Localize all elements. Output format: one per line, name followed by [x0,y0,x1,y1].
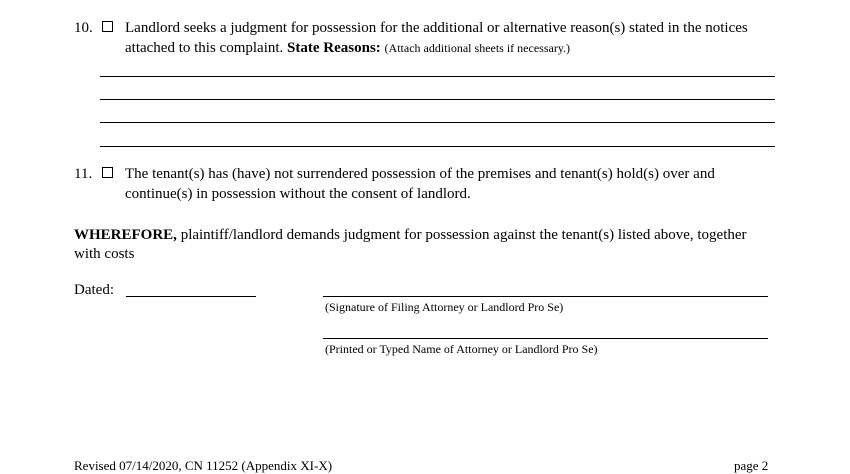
item-10-line2-prefix: attached to this complaint. [125,40,284,56]
wherefore-text: plaintiff/landlord demands judgment for possession against the tenant(s) listed above, together [176,227,747,243]
item-10-text-line1: Landlord seeks a judgment for possession for the additional or alternative reason(s) stated in the notices [125,20,748,36]
printed-name-caption: (Printed or Typed Name of Attorney or Landlord Pro Se) [325,342,598,356]
reason-line-2[interactable] [100,99,775,100]
attach-note: (Attach additional sheets if necessary.) [384,41,571,55]
wherefore-lead: WHEREFORE, [74,227,177,243]
signature-caption: (Signature of Filing Attorney or Landlord Pro Se) [325,300,564,314]
reason-line-4[interactable] [100,146,775,147]
dated-label: Dated: [74,282,114,298]
reason-line-3[interactable] [100,122,775,123]
item-10-checkbox[interactable] [102,21,113,32]
item-11-number: 11. [74,166,93,182]
printed-name-line[interactable] [323,338,768,339]
wherefore-line2: with costs [74,246,135,262]
item-10-number: 10. [74,20,93,36]
revision-footer: Revised 07/14/2020, CN 11252 (Appendix XI-X) [74,458,333,473]
page-number: page 2 [734,458,769,473]
reason-line-1[interactable] [100,76,775,77]
state-reasons-label: State Reasons: [287,40,381,56]
item-10-text-line2 [125,38,570,58]
item-11-text-line2: continue(s) in possession without the consent of landlord. [125,186,471,202]
dated-field-line[interactable] [126,296,256,297]
signature-line[interactable] [323,296,768,297]
item-11-checkbox[interactable] [102,167,113,178]
item-11-text-line1: The tenant(s) has (have) not surrendered possession of the premises and tenant(s) hold(s) over and [125,166,715,182]
wherefore-line1 [74,225,747,245]
